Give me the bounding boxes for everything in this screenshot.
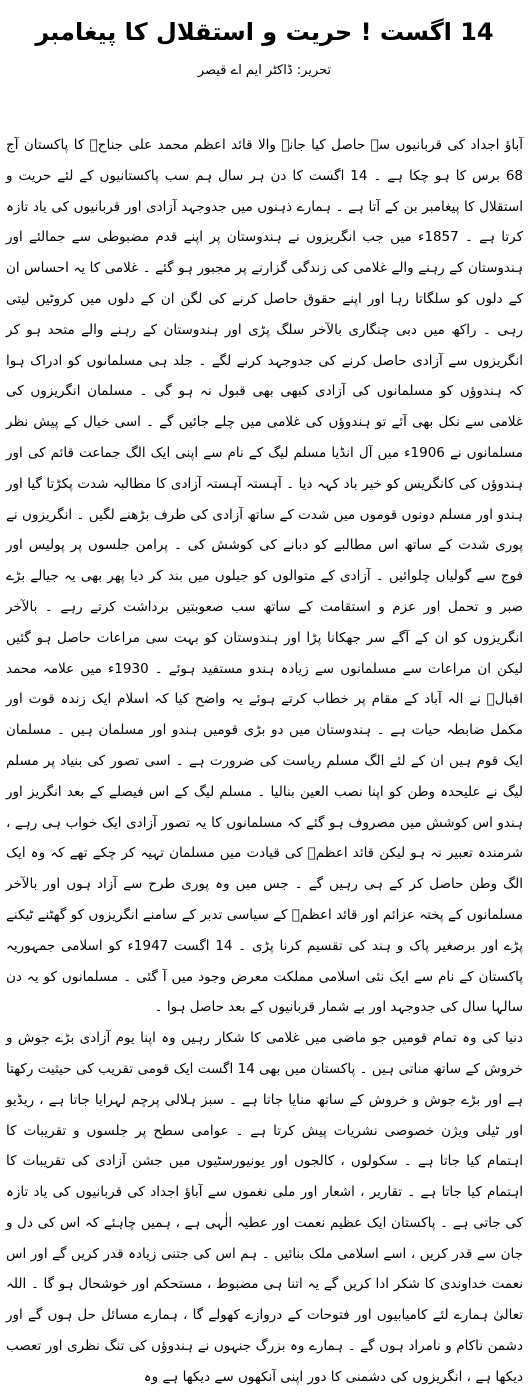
article-body <box>6 130 524 1385</box>
author-byline: تحریر: ڈاکٹر ایم اے قیصر <box>197 63 332 78</box>
article-title: 14 اگست ! حریت و استقلال کا پیغامبر <box>35 18 494 46</box>
body-paragraph: آباؤ اجداد کی قربانیوں سے حاصل کیا جانے والا قائد اعظم محمد علی جناحؒ کا پاکستان آج 68 برس کا ہو چکا ہے ۔ 14 اگست کا دن ہر سال ہم سب پاکستانیوں کے لئے حریت و استقلال کا پیغامبر بن کے آتا ہے ۔ ہمارے ذہنوں میں جدوجہد آزادی اور قربانیوں کی یاد تازہ کرتا ہے ۔ 1857ء میں جب انگریزوں نے ہندوستان پر اپنے قدم مضبوطی سے جمالئے اور ہندوستان کے رہنے والے غلامی کی زندگی گزارنے پر مجبور ہو گئے ۔ غلامی کا یہ احساس ان کے دلوں کو سلگاتا رہا اور اپنے حقوق حاصل کرنے کی لگن ان کے دلوں میں کروٹیں لیتی رہی ۔ راکھ میں دبی چنگاری بالآخر سلگ پڑی اور ہندوستان کے رہنے والے متحد ہو کر انگریزوں سے آزادی حاصل کرنے کی جدوجہد کرنے لگے ۔ جلد ہی مسلمانوں کو ادراک ہوا کہ ہندوؤں کو مسلمانوں کی آزادی کبھی بھی قبول نہ ہو گی ۔ مسلمان انگریزوں کی غلامی سے نکل بھی آئے تو ہندوؤں کی غلامی میں چلے جائیں گے ۔ اسی خیال کے پیش نظر مسلمانوں نے 1906ء میں آل انڈیا مسلم لیگ کے نام سے اپنی ایک الگ جماعت قائم کی اور ہندوؤں کی کانگریس کو خیر باد کہہ دیا ۔ آہستہ آہستہ آزادی کا مطالبہ شدت پکڑتا گیا اور ہندو اور مسلم دونوں قوموں میں شدت کے ساتھ آزادی کی طرف بڑھنے لگیں ۔ انگریزوں نے پوری شدت کے ساتھ اس مطالبے کو دبانے کی کوشش کی ۔ پرامن جلسوں پر پولیس اور فوج سے گولیاں چلوائیں ۔ آزادی کے متوالوں کو جیلوں میں بند کر دیا پھر بھی یہ جیالے بڑے صبر و تحمل اور عزم و استقامت کے ساتھ سب صعوبتیں برداشت کرتے رہے ۔ بالآخر انگریزوں کو ان کے آگے سر جھکانا پڑا اور ہندوستان کو بہت سی مراعات حاصل ہو گئیں لیکن ان مراعات سے مسلمانوں سے زیادہ ہندو مستفید ہوئے ۔ 1930ء میں علامہ محمد اقبالؒ نے الہ آباد کے مقام پر خطاب کرتے ہوئے یہ واضح کیا کہ اسلام ایک زندہ قوت اور مکمل ضابطہ حیات ہے ۔ ہندوستان میں دو بڑی قومیں ہندو اور مسلمان ہیں ۔ مسلمان ایک قوم ہیں ان کے لئے الگ مسلم ریاست کی ضرورت ہے ۔ اسی تصور کی بنیاد پر مسلم لیگ نے علیحدہ وطن کو اپنا نصب العین بنالیا ۔ مسلم لیگ کے اس فیصلے کے بعد انگریز اور ہندو اس کوشش میں مصروف ہو گئے کہ مسلمانوں کا یہ تصور آزادی ایک خواب ہی رہے ، شرمندہ تعبیر نہ ہو لیکن قائد اعظمؒ کی قیادت میں مسلمان تہیہ کر چکے تھے کہ وہ ایک الگ وطن حاصل کر کے ہی رہیں گے ۔ جس میں وہ پوری طرح سے آزاد ہوں اور بالآخر مسلمانوں کے پختہ عزائم اور قائد اعظمؒ کے سیاسی تدبر کے سامنے انگریزوں کو گھٹنے ٹیکنے پڑے اور برصغیر پاک و ہند کی تقسیم کرنا پڑی ۔ 14 اگست 1947ء کو اسلامی جمہوریہ پاکستان کے نام سے ایک نئی اسلامی مملکت معرض وجود میں آ گئی ۔ مسلمانوں کو یہ دن سالہا سال کی جدوجہد اور بے شمار قربانیوں کے بعد حاصل ہوا ۔ <box>6 137 524 1016</box>
body-paragraph: دنیا کی وہ تمام قومیں جو ماضی میں غلامی کا شکار رہیں وہ اپنا یوم آزادی بڑے جوش و خروش کے ساتھ مناتی ہیں ۔ پاکستان میں بھی 14 اگست ایک قومی تقریب کی حیثیت رکھتا ہے اور بڑے جوش و خروش کے ساتھ منایا جاتا ہے ۔ سبز ہلالی پرچم لہرایا جاتا ہے ، ریڈیو اور ٹیلی ویژن خصوصی نشریات پیش کرتا ہے ۔ عوامی سطح پر جلسوں و تقریبات کا اہتمام کیا جاتا ہے ۔ سکولوں ، کالجوں اور یونیورسٹیوں میں جشن آزادی کی تقریبات کا اہتمام کیا جاتا ہے ۔ تقاریر ، اشعار اور ملی نغموں سے آباؤ اجداد کی قربانیوں کی یاد تازہ کی جاتی ہے ۔ پاکستان ایک عظیم نعمت اور عطیہ الٰہی ہے ، ہمیں چاہئے کہ اس کی دل و جان سے قدر کریں ، اسے اسلامی ملک بنائیں ۔ ہم اس کی جتنی زیادہ قدر کریں گے اور اس نعمت خداوندی کا شکر ادا کریں گے یہ اتنا ہی مضبوط ، مستحکم اور خوشحال ہو گا ۔ اللہ تعالیٰ ہمارے لئے کامیابیوں اور فتوحات کے دروازے کھولے گا ، ہمارے مسائل حل ہوں گے اور دشمن ناکام و نامراد ہوں گے ۔ ہمارے وہ بزرگ جنہوں نے ہندوؤں کی تنگ نظری اور تعصب دیکھا ہے ، انگریزوں کی دشمنی کا دور اپنی آنکھوں سے دیکھا ہے وہ <box>6 1030 523 1385</box>
